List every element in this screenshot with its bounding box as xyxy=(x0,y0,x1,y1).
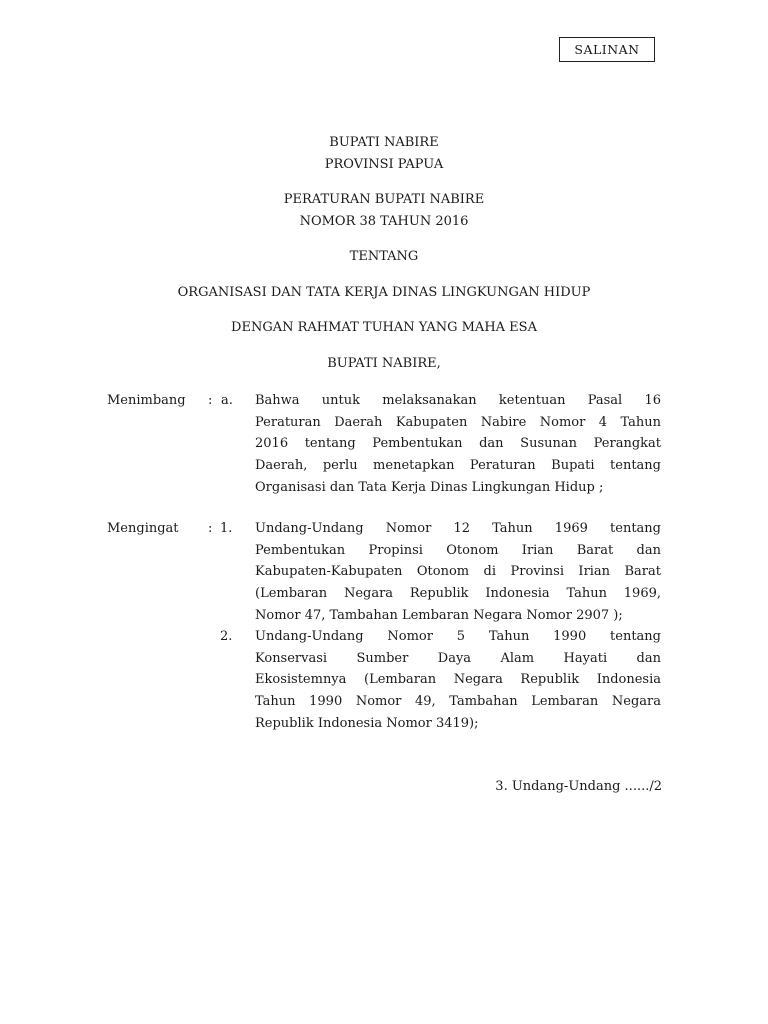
regulation-number: NOMOR 38 TAHUN 2016 xyxy=(299,214,469,229)
mengingat-marker-1: 1. xyxy=(220,521,233,536)
mengingat-2-line: Undang-Undang Nomor 5 Tahun 1990 tentang xyxy=(255,629,661,644)
mengingat-1-line: Undang-Undang Nomor 12 Tahun 1969 tentang xyxy=(255,521,661,536)
province-title: PROVINSI PAPUA xyxy=(324,157,444,172)
menimbang-a-line: Peraturan Daerah Kabupaten Nabire Nomor 4 Tahun xyxy=(255,415,661,430)
menimbang-marker-a: a. xyxy=(221,393,233,408)
mengingat-2-line: Konservasi Sumber Daya Alam Hayati dan xyxy=(255,651,661,666)
regulation-subject: ORGANISASI DAN TATA KERJA DINAS LINGKUNGAN HIDUP xyxy=(177,285,591,300)
issuer-line: BUPATI NABIRE, xyxy=(327,356,441,371)
regulation-title: PERATURAN BUPATI NABIRE xyxy=(283,192,485,207)
mengingat-separator: : xyxy=(208,521,213,536)
mengingat-1-line: (Lembaran Negara Republik Indonesia Tahun 1969, xyxy=(255,586,661,601)
mengingat-1-line: Kabupaten-Kabupaten Otonom di Provinsi Irian Barat xyxy=(255,564,661,579)
about-heading: TENTANG xyxy=(349,249,419,264)
mengingat-2-line: Ekosistemnya (Lembaran Negara Republik Indonesia xyxy=(255,672,661,687)
menimbang-label: Menimbang xyxy=(107,393,186,408)
menimbang-a-line: Organisasi dan Tata Kerja Dinas Lingkungan Hidup ; xyxy=(255,480,604,495)
mengingat-2-line: Tahun 1990 Nomor 49, Tambahan Lembaran Negara xyxy=(255,694,661,709)
regent-title: BUPATI NABIRE xyxy=(329,135,439,150)
menimbang-a-line: Bahwa untuk melaksanakan ketentuan Pasal 16 xyxy=(255,393,661,408)
mengingat-2-line: Republik Indonesia Nomor 3419); xyxy=(255,716,479,731)
mengingat-1-line: Nomor 47, Tambahan Lembaran Negara Nomor 2907 ); xyxy=(255,608,623,623)
mengingat-1-line: Pembentukan Propinsi Otonom Irian Barat dan xyxy=(255,543,661,558)
blessing-line: DENGAN RAHMAT TUHAN YANG MAHA ESA xyxy=(231,320,537,335)
page-continuation: 3. Undang-Undang ....../2 xyxy=(495,779,662,794)
menimbang-separator: : xyxy=(208,393,213,408)
salinan-stamp: SALINAN xyxy=(559,37,655,62)
menimbang-a-line: Daerah, perlu menetapkan Peraturan Bupati tentang xyxy=(255,458,661,473)
menimbang-a-line: 2016 tentang Pembentukan dan Susunan Perangkat xyxy=(255,436,661,451)
mengingat-marker-2: 2. xyxy=(220,629,233,644)
mengingat-label: Mengingat xyxy=(107,521,179,536)
